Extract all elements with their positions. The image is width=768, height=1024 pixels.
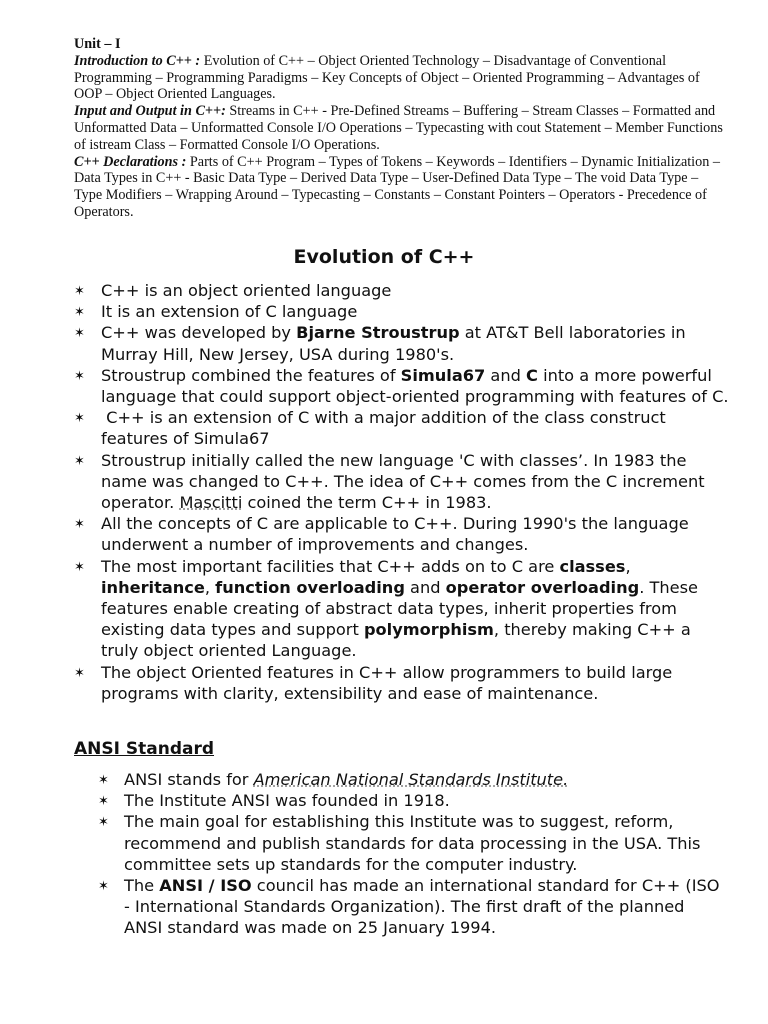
- item-text: into a more powerful language that could support object-oriented programming with features of C.: [101, 365, 729, 407]
- bold-term: ANSI / ISO: [159, 876, 252, 896]
- list-item: [98, 875, 724, 939]
- underlined-term: Mascitti: [179, 493, 243, 513]
- syllabus-paragraph-declarations: [74, 154, 724, 221]
- bold-term: function overloading: [215, 577, 405, 597]
- topic-text: Evolution of C++ – Object Oriented Technology – Disadvantage of Conventional Programming – Programming Paradigms – Key Concepts of Object – Oriented Programming – Advantages of OOP – Object Oriented Languages.: [74, 52, 700, 103]
- star-bullet-icon: ✶: [74, 559, 85, 575]
- item-text: coined the term C++ in 1983.: [242, 493, 492, 513]
- list-item: [98, 790, 724, 811]
- item-text: and: [404, 577, 446, 597]
- bold-term: C: [526, 365, 538, 385]
- list-item: [74, 513, 731, 555]
- item-text: at AT&T Bell laboratories in Murray Hill, New Jersey, USA during 1980's.: [101, 323, 686, 364]
- syllabus-paragraph-input-output: [74, 103, 724, 153]
- star-bullet-icon: ✶: [74, 368, 85, 384]
- item-text: ,: [625, 556, 631, 576]
- bold-term: Bjarne Stroustrup: [296, 323, 460, 343]
- syllabus-block: [74, 36, 724, 221]
- italic-term: American National Standards Institute.: [253, 770, 569, 789]
- unit-title: Unit – I: [74, 36, 121, 52]
- syllabus-paragraph-introduction: [74, 53, 724, 103]
- list-item: [74, 301, 731, 322]
- list-item: [98, 769, 724, 790]
- star-bullet-icon: ✶: [74, 326, 85, 342]
- star-bullet-icon: ✶: [74, 517, 85, 533]
- item-text: The object Oriented features in C++ allow programmers to build large programs with clarity, extensibility and ease of maintenance.: [101, 662, 673, 703]
- topic-label: Input and Output in C++:: [74, 103, 226, 120]
- star-bullet-icon: ✶: [74, 453, 85, 469]
- star-bullet-icon: ✶: [98, 815, 109, 831]
- star-bullet-icon: ✶: [74, 665, 85, 681]
- star-bullet-icon: ✶: [98, 773, 109, 788]
- bold-term: polymorphism: [363, 620, 494, 640]
- item-text: The Institute ANSI was founded in 1918.: [124, 791, 450, 811]
- item-text: It is an extension of C language: [101, 302, 358, 322]
- ansi-bullet-list: [98, 769, 724, 939]
- list-item: [74, 407, 731, 449]
- item-text: All the concepts of C are applicable to C++. During 1990's the language underwent a number of improvements and changes.: [101, 514, 689, 555]
- item-text: The main goal for establishing this Institute was to suggest, reform, recommend and publish standards for data processing in the USA. This committee sets up standards for the computer industry.: [124, 812, 701, 874]
- item-text: and: [485, 365, 527, 385]
- list-item: [74, 365, 731, 407]
- topic-text: Parts of C++ Program – Types of Tokens – Keywords – Identifiers – Dynamic Initialization – Data Types in C++ - Basic Data Type – Derived Data Type – User-Defined Data Type – The void Data Type – Type Modifiers – Wrapping Around – Typecasting – Constants – Constant Pointers – Operators - Precedence of Operators.: [74, 153, 720, 220]
- list-item: [74, 280, 731, 301]
- list-item: [74, 322, 731, 364]
- item-text: Stroustrup initially called the new language 'C with classes’. In 1983 the name was changed to C++. The idea of C++ comes from the C increment operator.: [101, 450, 705, 513]
- topic-label: Introduction to C++ :: [74, 52, 201, 69]
- bold-term: Simula67: [400, 365, 486, 385]
- item-text: The most important facilities that C++ adds on to C are: [101, 556, 560, 576]
- star-bullet-icon: ✶: [74, 284, 85, 299]
- bold-term: operator overloading: [445, 577, 640, 597]
- item-text: , thereby making C++ a truly object oriented Language.: [101, 620, 691, 661]
- item-text: ,: [204, 577, 216, 597]
- topic-text: Streams in C++ - Pre-Defined Streams – Buffering – Stream Classes – Formatted and Unformatted Data – Unformatted Console I/O Operations – Typecasting with cout Statement – Member Functions of istream Class – Formatted Console I/O Operations.: [74, 103, 723, 153]
- item-text: ANSI stands for: [124, 770, 254, 789]
- list-item: [74, 450, 731, 514]
- item-text: C++ is an object oriented language: [101, 281, 392, 300]
- bold-term: inheritance: [101, 577, 205, 597]
- item-text: C++ is an extension of C with a major addition of the class construct features of Simula67: [101, 408, 671, 449]
- star-bullet-icon: ✶: [98, 879, 109, 895]
- section-heading-evolution: Evolution of C++: [293, 246, 475, 268]
- topic-label: C++ Declarations :: [74, 153, 187, 170]
- list-item: [98, 811, 724, 875]
- star-bullet-icon: ✶: [98, 794, 109, 810]
- item-text: council has made an international standard for C++ (ISO - International Standards Organization). The first draft of the planned ANSI standard was made on 25 January 1994.: [124, 876, 720, 938]
- bold-term: classes: [559, 556, 626, 576]
- list-item: [74, 662, 731, 704]
- star-bullet-icon: ✶: [74, 411, 85, 427]
- item-text: The: [124, 876, 160, 896]
- item-text: C++ was developed by: [101, 323, 297, 343]
- item-text: . These features enable creating of abstract data types, inherit properties from existing data types and support: [101, 577, 698, 640]
- item-text: Stroustrup combined the features of: [101, 365, 401, 385]
- star-bullet-icon: ✶: [74, 305, 85, 321]
- list-item: [74, 556, 731, 662]
- evolution-bullet-list: [74, 280, 731, 704]
- section-heading-ansi: ANSI Standard: [74, 739, 215, 759]
